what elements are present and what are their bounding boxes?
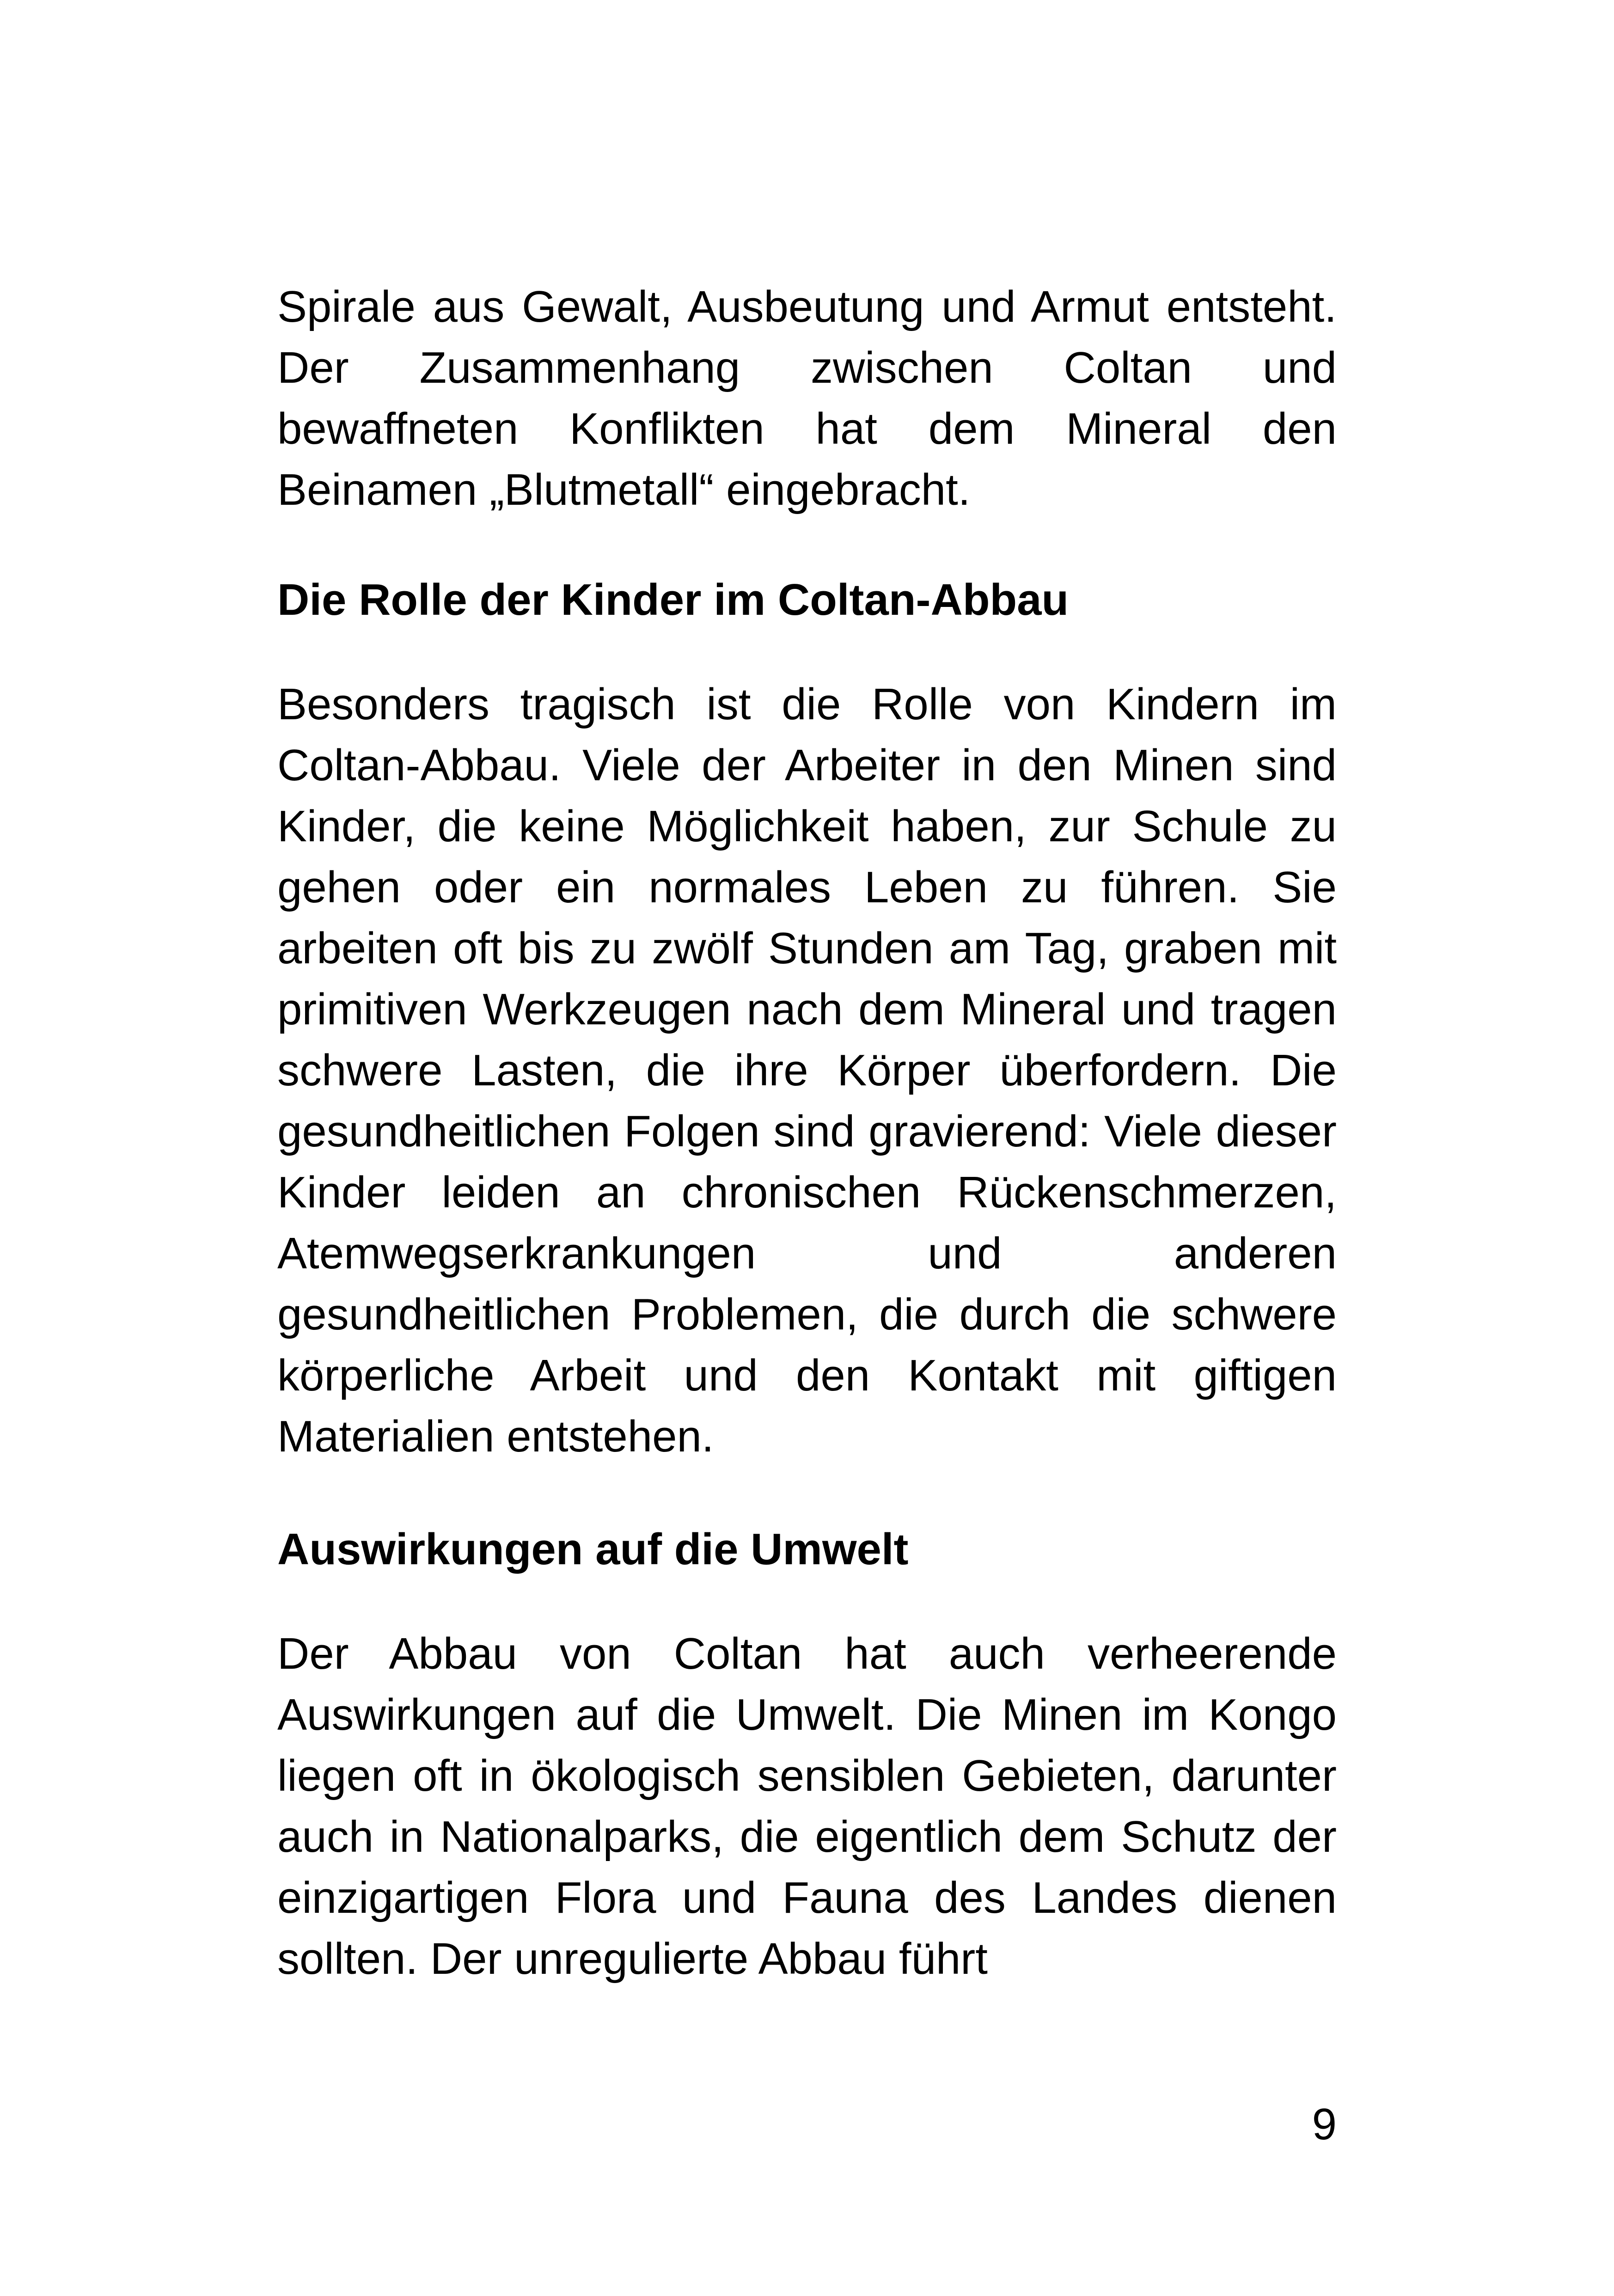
paragraph-environment-impact: Der Abbau von Coltan hat auch verheerende Auswirkungen auf die Umwelt. Die Minen im Kongo liegen oft in ökologisch sensiblen Gebieten, darunter auch in Nationalparks, die eigentlich dem Schutz der einzigartigen Flora und Fauna des Landes dienen sollten. Der unregulierte Abbau führt: [277, 1629, 1337, 1984]
section-heading-children: Die Rolle der Kinder im Coltan-Abbau: [277, 575, 1069, 625]
page-number: 9: [1312, 2100, 1337, 2149]
paragraph-children-role: Besonders tragisch ist die Rolle von Kindern im Coltan-Abbau. Viele der Arbeiter in den Minen sind Kinder, die keine Möglichkeit haben, zur Schule zu gehen oder ein normales Leben zu führen. Sie arbeiten oft bis zu zwölf Stunden am Tag, graben mit primitiven Werkzeugen nach dem Mineral und tragen schwere Lasten, die ihre Körper überfordern. Die gesundheitlichen Folgen sind gravierend: Viele dieser Kinder leiden an chronischen Rückenschmerzen, Atemwegserkrankungen und anderen gesundheitlichen Problemen, die durch die schwere körperliche Arbeit und den Kontakt mit giftigen Materialien entstehen.: [277, 680, 1337, 1461]
paragraph-violence-spiral: Spirale aus Gewalt, Ausbeutung und Armut entsteht. Der Zusammenhang zwischen Coltan und bewaffneten Konflikten hat dem Mineral den Beinamen „Blutmetall“ eingebracht.: [277, 282, 1337, 514]
section-heading-environment: Auswirkungen auf die Umwelt: [277, 1525, 909, 1574]
